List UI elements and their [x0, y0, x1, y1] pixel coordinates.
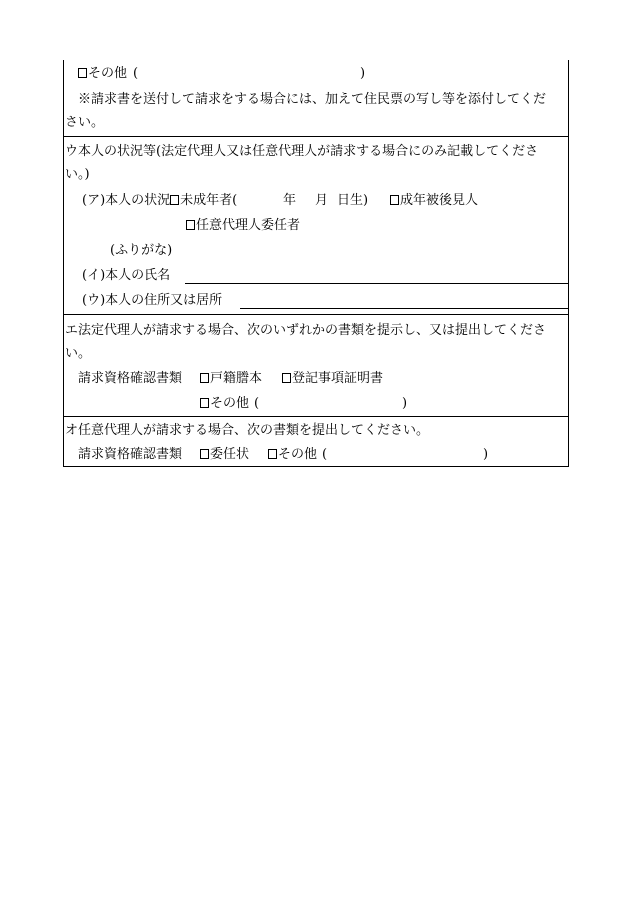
- legal-other-option: [200, 396, 259, 412]
- section-principal-status: [64, 136, 568, 314]
- power-of-attorney-option: [200, 447, 249, 463]
- legal-other-close-paren: ): [402, 396, 408, 411]
- registry-cert-checkbox[interactable]: [282, 373, 291, 383]
- legal-agent-heading-line2: い。: [65, 346, 92, 361]
- voluntary-other-label: その他: [278, 447, 318, 462]
- power-of-attorney-checkbox[interactable]: [200, 449, 209, 459]
- principal-address-label: (ウ)本人の住所又は居所: [82, 293, 223, 308]
- legal-agent-heading-line1: エ法定代理人が請求する場合、次のいずれかの書類を提示し、又は提出してくださ: [65, 323, 547, 338]
- birth-month-label: 月: [315, 193, 329, 208]
- section-voluntary-agent-docs: [64, 416, 568, 466]
- birth-day-label: 日生): [337, 193, 369, 208]
- principal-heading-line1: ウ本人の状況等(法定代理人又は任意代理人が請求する場合にのみ記載してくださ: [65, 144, 539, 159]
- family-register-option: [200, 371, 262, 387]
- request-form-table: [63, 60, 569, 467]
- birth-year-label: 年: [283, 193, 297, 208]
- mail-note-line1: ※請求書を送付して請求をする場合には、加えて住民票の写し等を添付してくだ: [78, 92, 547, 107]
- adult-guardian-label: 成年被後見人: [400, 193, 479, 208]
- adult-guardian-option: [390, 193, 478, 209]
- other-checkbox[interactable]: [78, 68, 87, 78]
- principal-name-field[interactable]: [185, 283, 568, 284]
- other-open-paren: (: [133, 66, 139, 81]
- voluntary-other-checkbox[interactable]: [268, 449, 277, 459]
- voluntary-other-open-paren: (: [322, 447, 328, 462]
- power-of-attorney-label: 委任状: [210, 447, 250, 462]
- voluntary-other-close-paren: ): [483, 447, 489, 462]
- adult-guardian-checkbox[interactable]: [390, 195, 399, 205]
- minor-label: 未成年者(: [180, 193, 238, 208]
- voluntary-doc-label: 請求資格確認書類: [78, 447, 183, 462]
- principal-address-field[interactable]: [240, 308, 568, 309]
- registry-cert-label: 登記事項証明書: [292, 371, 384, 386]
- voluntary-principal-checkbox[interactable]: [186, 220, 195, 230]
- other-close-paren: ): [360, 66, 366, 81]
- voluntary-agent-heading: オ任意代理人が請求する場合、次の書類を提出してください。: [65, 423, 430, 438]
- principal-heading-line2: い。): [65, 167, 90, 182]
- legal-doc-label: 請求資格確認書類: [78, 371, 183, 386]
- mail-note-line2: さい。: [65, 115, 105, 130]
- legal-other-checkbox[interactable]: [200, 398, 209, 408]
- minor-checkbox[interactable]: [170, 195, 179, 205]
- family-register-label: 戸籍謄本: [210, 371, 263, 386]
- section-legal-agent-docs: [64, 314, 568, 416]
- other-label: その他: [88, 66, 128, 81]
- registry-cert-option: [282, 371, 383, 387]
- voluntary-principal-option: [186, 218, 300, 234]
- voluntary-principal-label: 任意代理人委任者: [196, 218, 301, 233]
- voluntary-other-option: [268, 447, 327, 463]
- furigana-label: (ふりがな): [110, 243, 173, 258]
- principal-status-row: [82, 193, 237, 209]
- status-label: (ア)本人の状況: [82, 193, 171, 208]
- other-option-row: [78, 66, 138, 82]
- legal-other-open-paren: (: [254, 396, 260, 411]
- family-register-checkbox[interactable]: [200, 373, 209, 383]
- principal-name-label: (イ)本人の氏名: [82, 268, 171, 283]
- section-other-documents: [64, 60, 568, 136]
- legal-other-label: その他: [210, 396, 250, 411]
